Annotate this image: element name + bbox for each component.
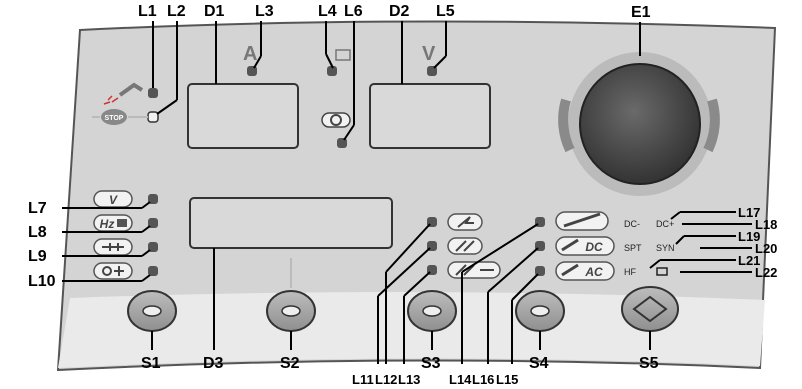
callout-d1: D1	[204, 3, 225, 20]
button-s5[interactable]	[622, 287, 678, 331]
callout-l20: L20	[755, 241, 778, 256]
callout-l16: L16	[472, 372, 495, 387]
callout-l6: L6	[344, 3, 363, 20]
led-l2	[148, 112, 158, 122]
callout-s5: S5	[639, 355, 659, 372]
callout-l9: L9	[28, 248, 47, 265]
pill-l14	[556, 212, 608, 230]
callout-l4: L4	[318, 3, 337, 20]
callout-l18: L18	[755, 217, 778, 232]
callout-d3: D3	[203, 355, 224, 372]
mark-hf: HF	[624, 267, 636, 277]
amp-mark: A	[243, 43, 258, 65]
callout-l7: L7	[28, 200, 47, 217]
mark-syn: SYN	[656, 243, 675, 253]
pill-l10	[94, 263, 132, 279]
svg-text:V: V	[108, 193, 118, 207]
display-d2	[370, 84, 490, 148]
pill-l16	[556, 237, 614, 255]
callout-d2: D2	[389, 3, 410, 20]
pill-l7	[94, 191, 132, 207]
stop-icon	[101, 109, 127, 125]
callout-l8: L8	[28, 224, 47, 241]
mark-dc-plus: DC+	[656, 219, 675, 229]
display-d3	[190, 198, 392, 248]
callout-e1: E1	[631, 4, 651, 21]
button-s1[interactable]	[128, 291, 176, 331]
callout-s3: S3	[421, 355, 441, 372]
pill-l12	[448, 238, 482, 254]
svg-text:Hz: Hz	[99, 217, 115, 231]
callout-l21: L21	[738, 253, 761, 268]
display-d1	[188, 84, 298, 148]
callout-l5: L5	[436, 3, 455, 20]
callout-l2: L2	[167, 3, 186, 20]
button-s3[interactable]	[408, 291, 456, 331]
led-l3	[247, 66, 257, 76]
callout-s1: S1	[141, 355, 161, 372]
callout-s4: S4	[529, 355, 549, 372]
callout-l11: L11	[352, 372, 374, 387]
callout-l17: L17	[738, 205, 761, 220]
pill-l9	[94, 239, 132, 255]
callout-l1: L1	[138, 3, 157, 20]
pill-l11	[448, 214, 482, 230]
button-s2[interactable]	[267, 291, 315, 331]
svg-text:STOP: STOP	[104, 115, 124, 122]
callout-l10: L10	[28, 273, 56, 290]
callout-l13: L13	[398, 372, 421, 387]
mark-spt: SPT	[624, 243, 642, 253]
callout-l22: L22	[755, 265, 778, 280]
pill-l8	[94, 215, 132, 231]
led-l1	[148, 88, 158, 98]
callout-l12: L12	[375, 372, 398, 387]
callout-s2: S2	[280, 355, 300, 372]
encoder-knob[interactable]	[580, 64, 700, 184]
callout-l14: L14	[449, 372, 472, 387]
pill-l15	[556, 262, 614, 280]
callout-l19: L19	[738, 229, 761, 244]
button-s4[interactable]	[516, 291, 564, 331]
l6-symbol-icon	[322, 113, 350, 127]
svg-text:AC: AC	[585, 265, 603, 279]
callout-l3: L3	[255, 3, 274, 20]
svg-text:DC: DC	[585, 240, 603, 254]
volt-mark: V	[422, 43, 436, 65]
callout-l15: L15	[496, 372, 519, 387]
mark-dc-minus: DC-	[624, 219, 640, 229]
